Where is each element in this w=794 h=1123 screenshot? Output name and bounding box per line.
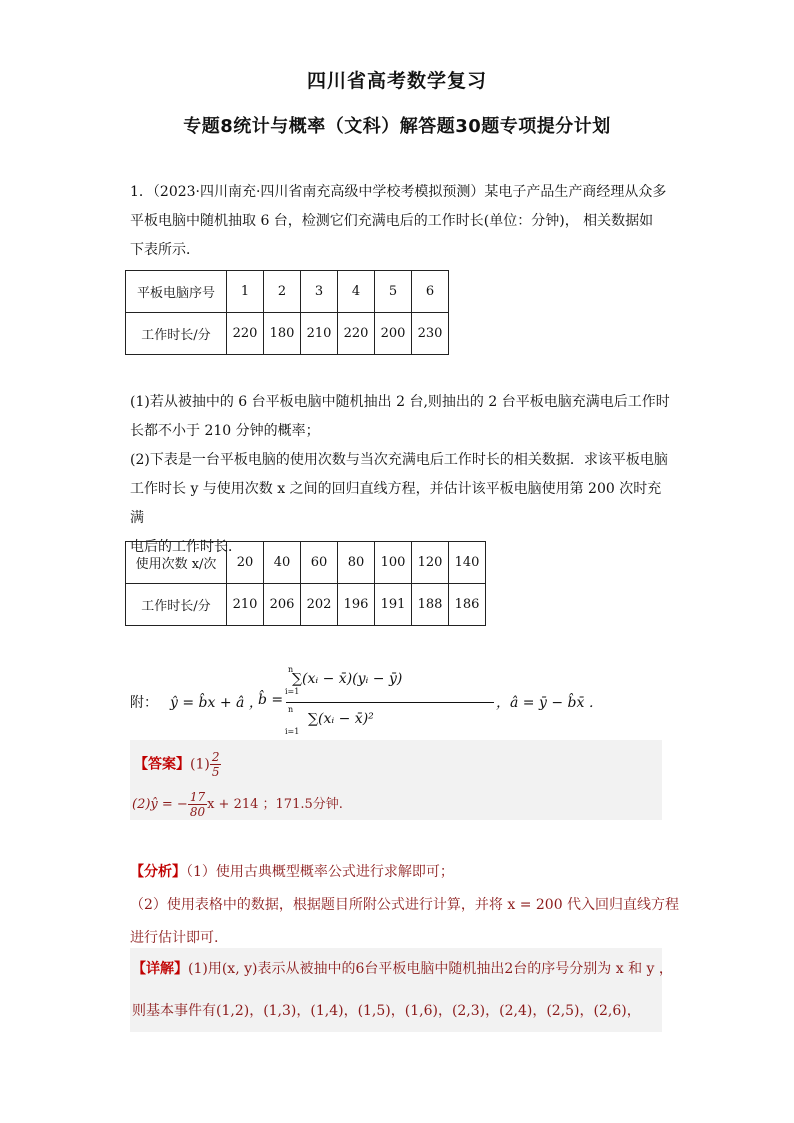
detail-box — [130, 948, 673, 1032]
analysis-line-1 — [130, 858, 675, 887]
sum-lower-num: i=1 — [285, 687, 300, 696]
table-cell: 140 — [449, 542, 486, 584]
detail-line-1 — [132, 958, 673, 978]
table-row — [126, 584, 486, 626]
q1-line-2: 长都不小于 210 分钟的概率； — [130, 423, 320, 439]
table-cell: 220 — [338, 313, 375, 355]
answer-label: 【答案】 — [134, 756, 190, 773]
table-cell: 80 — [338, 542, 375, 584]
analysis-section — [130, 858, 680, 953]
sum-lower-den: i=1 — [285, 727, 300, 736]
tablet-work-time-table — [125, 270, 449, 355]
table-row — [126, 271, 449, 313]
page-subtitle: 专题8统计与概率（文科）解答题30题专项提分计划 — [183, 116, 611, 137]
analysis-text-1: （1）使用古典概型概率公式进行求解即可； — [186, 864, 454, 880]
table-row — [126, 542, 486, 584]
formula-b-lhs: b̂ = — [258, 692, 284, 708]
analysis-line-3: 进行估计即可. — [130, 930, 219, 946]
answer-line-2 — [132, 790, 343, 819]
q2-line-3: 电后的工作时长． — [130, 539, 242, 555]
q2-line-1: (2)下表是一台平板电脑的使用次数与当次充满电后工作时长的相关数据．求该平板电脑 — [130, 452, 668, 468]
detail-line-2: 则基本事件有(1,2)，(1,3)，(1,4)，(1,5)，(1,6)，(2,3)，(2,4)，(2,5)，(2,6)， — [132, 1003, 641, 1019]
answer-part2-prefix: (2)ŷ = − — [132, 797, 188, 812]
formula-yhat: ŷ = b̂x + â ， — [170, 695, 263, 711]
answer-part1-fraction — [210, 750, 222, 779]
fraction-denominator: 5 — [211, 765, 220, 779]
formula-b-numerator: ∑(xᵢ − x̄)(yᵢ − ȳ) — [292, 671, 403, 687]
table-cell: 196 — [338, 584, 375, 626]
table-cell: 188 — [412, 584, 449, 626]
table-row — [126, 313, 449, 355]
table-cell: 4 — [338, 271, 375, 313]
table-cell: 60 — [301, 542, 338, 584]
problem-intro — [130, 178, 670, 265]
q1-line-1: (1)若从被抽中的 6 台平板电脑中随机抽出 2 台,则抽出的 2 台平板电脑充满电后工作时 — [130, 394, 670, 410]
answer-part2-fraction — [188, 790, 207, 819]
table-cell: 202 — [301, 584, 338, 626]
formula-b-denominator: ∑(xᵢ − x̄)² — [308, 711, 374, 727]
table-cell: 200 — [375, 313, 412, 355]
analysis-line-2: （2）使用表格中的数据，根据题目所附公式进行计算，并将 x = 200 代入回归直线方程 — [130, 897, 680, 913]
table-cell: 180 — [264, 313, 301, 355]
sum-upper-num: n — [288, 665, 294, 674]
row-label: 使用次数 x/次 — [126, 542, 227, 584]
table-cell: 230 — [412, 313, 449, 355]
answer-line-1 — [134, 750, 221, 779]
sum-upper-den: n — [288, 705, 294, 714]
question-1 — [130, 388, 670, 562]
usage-count-table — [125, 541, 486, 626]
answer-box — [130, 740, 662, 820]
table-cell: 120 — [412, 542, 449, 584]
table-cell: 20 — [227, 542, 264, 584]
q2-line-2: 工作时长 y 与使用次数 x 之间的回归直线方程，并估计该平板电脑使用第 200 次时充满 — [130, 481, 662, 526]
row-label: 平板电脑序号 — [126, 271, 227, 313]
detail-label: 【详解】 — [132, 961, 188, 977]
row-label: 工作时长/分 — [126, 313, 227, 355]
table-cell: 40 — [264, 542, 301, 584]
table-cell: 210 — [227, 584, 264, 626]
table-cell: 1 — [227, 271, 264, 313]
table-cell: 5 — [375, 271, 412, 313]
table-cell: 220 — [227, 313, 264, 355]
fraction-numerator: 2 — [211, 750, 220, 764]
analysis-label: 【分析】 — [130, 864, 186, 880]
table-cell: 6 — [412, 271, 449, 313]
fraction-bar — [286, 702, 494, 703]
table-cell: 3 — [301, 271, 338, 313]
table-cell: 206 — [264, 584, 301, 626]
row-label: 工作时长/分 — [126, 584, 227, 626]
answer-part1-prefix: (1) — [190, 756, 210, 773]
table-cell: 2 — [264, 271, 301, 313]
answer-part2-suffix: x + 214 ；171.5分钟. — [207, 797, 343, 812]
regression-formula — [130, 665, 690, 745]
fraction-denominator: 80 — [189, 805, 206, 819]
appendix-label: 附： — [130, 695, 158, 711]
fraction-numerator: 17 — [189, 790, 206, 804]
intro-line-3: 下表所示． — [130, 242, 200, 258]
table-cell: 186 — [449, 584, 486, 626]
table-cell: 210 — [301, 313, 338, 355]
intro-line-2: 平板电脑中随机抽取 6 台，检测它们充满电后的工作时长(单位：分钟)， 相关数据如 — [130, 213, 654, 229]
detail-text-1: (1)用(x, y)表示从被抽中的6台平板电脑中随机抽出2台的序号分别为 x 和 y ， — [188, 961, 673, 977]
formula-a: ，â = ȳ − b̂x̄ ． — [496, 695, 603, 711]
intro-line-1: 1．（2023·四川南充·四川省南充高级中学校考模拟预测）某电子产品生产商经理从众多 — [130, 184, 667, 200]
table-cell: 191 — [375, 584, 412, 626]
table-cell: 100 — [375, 542, 412, 584]
page-title: 四川省高考数学复习 — [306, 70, 487, 92]
